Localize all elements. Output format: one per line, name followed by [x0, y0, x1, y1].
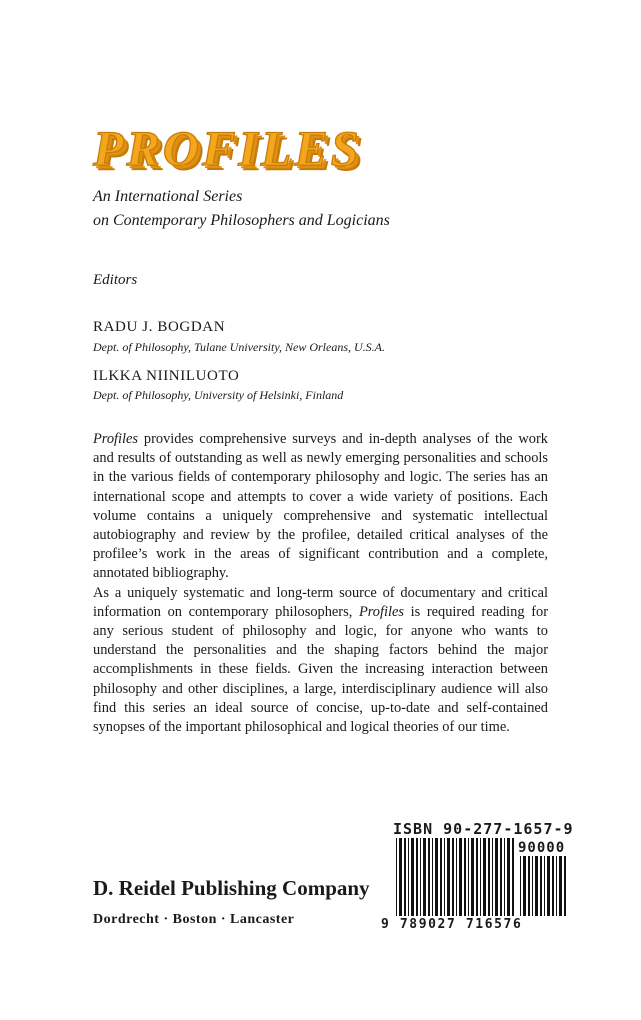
editor-affiliation: Dept. of Philosophy, Tulane University, New Orleans, U.S.A. — [93, 340, 385, 354]
series-description — [93, 430, 548, 737]
ean-barcode-icon — [396, 838, 514, 916]
description-paragraph-2 — [93, 584, 548, 738]
description-paragraph-1 — [93, 430, 548, 584]
publisher-cities: Dordrecht · Boston · Lancaster — [93, 912, 295, 927]
editors-label: Editors — [93, 272, 138, 288]
editor-name: ILKKA NIINILUOTO — [93, 368, 240, 384]
price-addon-number: 90000 — [518, 840, 566, 856]
series-name-italic: Profiles — [358, 603, 404, 620]
publisher-name: D. Reidel Publishing Company — [93, 876, 370, 900]
series-name-italic: Profiles — [93, 431, 139, 447]
description-text: is required reading for any serious student of philosophy and logic, for anyone who wants to understand the personalities and the shaping factors behind the major accomplishments in these fields. Given the increasing interaction between philosophy and other disciplines, a large, interdisciplinary audience will also find this series an ideal source of concise, up-to-date and self-contained synopses of the important philosophical and logical theories of our time. — [93, 603, 548, 736]
description-text: As a uniquely systematic and long-term source of documentary and critical information on contemporary philosophers, — [93, 584, 548, 620]
description-text: provides comprehensive surveys and in-depth analyses of the work and results of outstanding as well as newly emerging personalities and schools in the various fields of contemporary philosophy and logic. The series has an international scope and attempts to cover a wide variety of positions. Each volume contains a uniquely comprehensive and systematic intellectual autobiography and review by the profilee, detailed critical analyses of the profilee’s work in the areas of significant contribution and a complete, annotated bibliography. — [93, 431, 548, 582]
series-subtitle-line1: An International Series — [93, 188, 243, 205]
editor-name: RADU J. BOGDAN — [93, 319, 226, 335]
editor-affiliation: Dept. of Philosophy, University of Helsinki, Finland — [93, 388, 344, 402]
isbn-label: ISBN 90-277-1657-9 — [393, 820, 574, 838]
ean-number: 9 789027 716576 — [381, 917, 523, 932]
series-subtitle-line2: on Contemporary Philosophers and Logicians — [93, 212, 390, 229]
addon-barcode-icon — [520, 856, 566, 916]
series-title: PROFILES — [93, 120, 362, 176]
